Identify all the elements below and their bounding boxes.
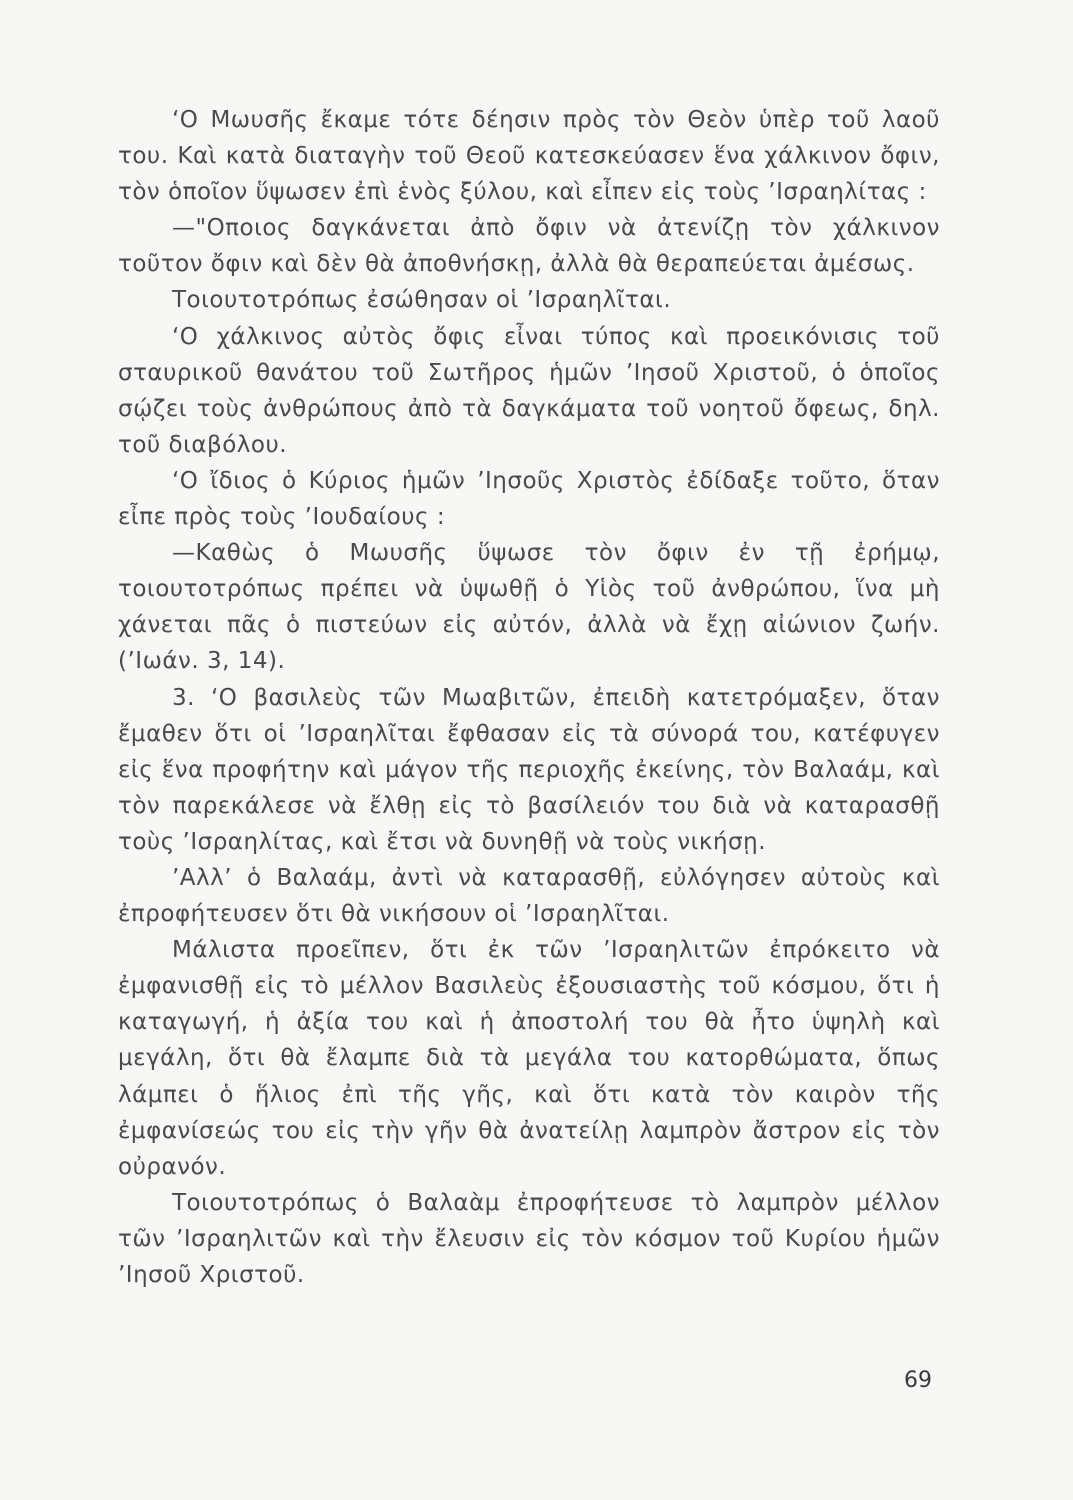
body-text: [118, 102, 940, 1293]
paragraph: ‘Ο ἴδιος ὁ Κύριος ἡμῶν ’Ιησοῦς Χριστὸς ἐδίδαξε τοῦτο, ὅταν εἶπε πρὸς τοὺς ’Ιουδαίους :: [118, 467, 940, 531]
paragraph: Τοιουτοτρόπως ἐσώθησαν οἱ ’Ισραηλῖται.: [172, 287, 672, 314]
page-number: 69: [904, 1368, 932, 1393]
paragraph: Τοιουτοτρόπως ὁ Βαλαὰμ ἐπροφήτευσε τὸ λαμπρὸν μέλλον τῶν ’Ισραηλιτῶν καὶ τὴν ἔλευσιν εἰς τὸν κόσμον τοῦ Κυρίου ἡμῶν ’Ιησοῦ Χριστοῦ.: [118, 1189, 940, 1288]
paragraph: ’Αλλ’ ὁ Βαλαάμ, ἀντὶ νὰ καταρασθῇ, εὐλόγησεν αὐτοὺς καὶ ἐπροφήτευσεν ὅτι θὰ νικήσουν οἱ ’Ισραηλῖται.: [118, 864, 940, 928]
paragraph: ‘Ο Μωυσῆς ἔκαμε τότε δέησιν πρὸς τὸν Θεὸν ὑπὲρ τοῦ λαοῦ του. Καὶ κατὰ διαταγὴν τοῦ Θεοῦ κατεσκεύασεν ἕνα χάλκινον ὄφιν, τὸν ὁποῖον ὕψωσεν ἐπὶ ἑνὸς ξύλου, καὶ εἶπεν εἰς τοὺς ’Ισραηλίτας :: [118, 107, 940, 206]
paragraph: 3. ‘Ο βασιλεὺς τῶν Μωαβιτῶν, ἐπειδὴ κατετρόμαξεν, ὅταν ἔμαθεν ὅτι οἱ ’Ισραηλῖται ἔφθασαν εἰς τὰ σύνορά του, κατέφυγεν εἰς ἕνα προφήτην καὶ μάγον τῆς περιοχῆς ἐκείνης, τὸν Βαλαάμ, καὶ τὸν παρεκάλεσε νὰ ἔλθῃ εἰς τὸ βασίλειόν του διὰ νὰ καταρασθῇ τοὺς ’Ισραηλίτας, καὶ ἔτσι νὰ δυνηθῇ νὰ τοὺς νικήσῃ.: [118, 684, 940, 855]
paragraph: ‘Ο χάλκινος αὐτὸς ὄφις εἶναι τύπος καὶ προεικόνισις τοῦ σταυρικοῦ θανάτου τοῦ Σωτῆρος ἡμῶν ’Ιησοῦ Χριστοῦ, ὁ ὁποῖος σῴζει τοὺς ἀνθρώπους ἀπὸ τὰ δαγκάματα τοῦ νοητοῦ ὄφεως, δηλ. τοῦ διαβόλου.: [118, 323, 940, 458]
paragraph: —"Οποιος δαγκάνεται ἀπὸ ὄφιν νὰ ἀτενίζῃ τὸν χάλκινον τοῦτον ὄφιν καὶ δὲν θὰ ἀποθνήσκῃ, ἀλλὰ θὰ θεραπεύεται ἀμέσως.: [118, 215, 940, 278]
paragraph: —Καθὼς ὁ Μωυσῆς ὕψωσε τὸν ὄφιν ἐν τῇ ἐρήμῳ, τοιουτοτρόπως πρέπει νὰ ὑψωθῇ ὁ Υἱὸς τοῦ ἀνθρώπου, ἵνα μὴ χάνεται πᾶς ὁ πιστεύων εἰς αὐτόν, ἀλλὰ νὰ ἔχῃ αἰώνιον ζωήν. (’Ιωάν. 3, 14).: [118, 540, 940, 675]
paragraph: Μάλιστα προεῖπεν, ὅτι ἐκ τῶν ’Ισραηλιτῶν ἐπρόκειτο νὰ ἐμφανισθῇ εἰς τὸ μέλλον Βασιλεὺς ἐξουσιαστὴς τοῦ κόσμου, ὅτι ἡ καταγωγή, ἡ ἀξία του καὶ ἡ ἀποστολή του θὰ ἦτο ὑψηλὴ καὶ μεγάλη, ὅτι θὰ ἔλαμπε διὰ τὰ μεγάλα του κατορθώματα, ὅπως λάμπει ὁ ἥλιος ἐπὶ τῆς γῆς, καὶ ὅτι κατὰ τὸν καιρὸν τῆς ἐμφανίσεώς του εἰς τὴν γῆν θὰ ἀνατείλῃ λαμπρὸν ἄστρον εἰς τὸν οὐρανόν.: [118, 937, 940, 1180]
